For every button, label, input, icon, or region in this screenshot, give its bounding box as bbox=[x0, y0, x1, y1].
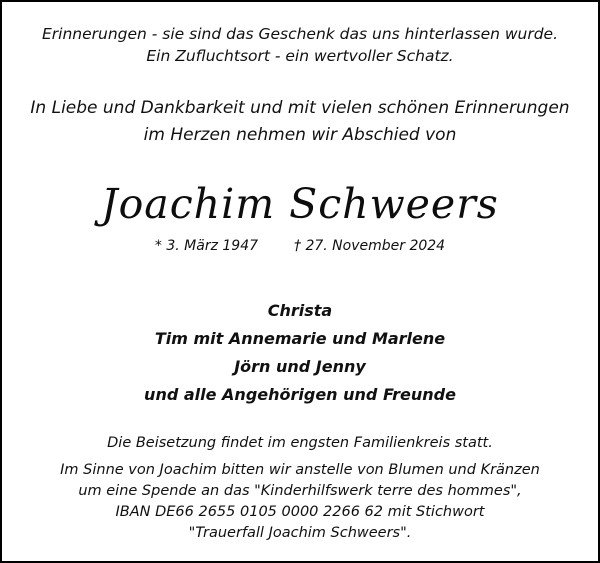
death-date: † 27. November 2024 bbox=[294, 238, 446, 254]
intro-line-2: im Herzen nehmen wir Abschied von bbox=[143, 125, 457, 145]
notice-line-2: Im Sinne von Joachim bitten wir anstelle von Blumen und Kränzen bbox=[60, 462, 540, 478]
notice-line-5: "Trauerfall Joachim Schweers". bbox=[188, 525, 412, 541]
mourner-line-1: Christa bbox=[267, 301, 333, 320]
life-dates bbox=[2, 236, 598, 256]
mourner-line-4: und alle Angehörigen und Freunde bbox=[144, 385, 456, 404]
notice-line-3: um eine Spende an das "Kinderhilfswerk terre des hommes", bbox=[78, 483, 522, 499]
mourner-line-3: Jörn und Jenny bbox=[234, 357, 366, 376]
deceased-name: Joachim Schweers bbox=[101, 180, 499, 228]
verse-line-1: Erinnerungen - sie sind das Geschenk das uns hinterlassen wurde. bbox=[41, 25, 559, 43]
intro-line-1: In Liebe und Dankbarkeit und mit vielen schönen Erinnerungen bbox=[30, 98, 570, 118]
verse-line-2: Ein Zufluchtsort - ein wertvoller Schatz. bbox=[146, 47, 454, 65]
mourner-line-2: Tim mit Annemarie und Marlene bbox=[154, 329, 446, 348]
notice-line-4: IBAN DE66 2655 0105 0000 2266 62 mit Stichwort bbox=[115, 504, 485, 520]
birth-date: * 3. März 1947 bbox=[154, 238, 259, 254]
notice-line-1: Die Beisetzung findet im engsten Familienkreis statt. bbox=[107, 435, 493, 451]
